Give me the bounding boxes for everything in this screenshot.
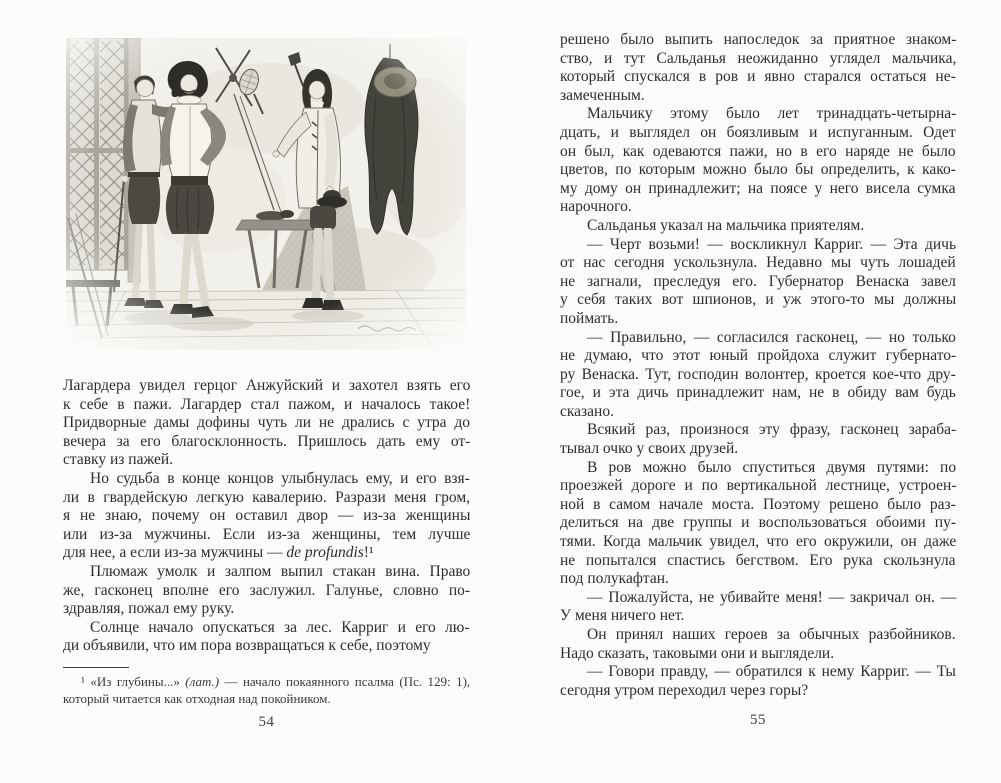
text-line: дцать, и выглядел он боязливым и испуганным. Одет — [560, 123, 956, 141]
text-line: для нее, а если из-за мужчины — de profundis!¹ — [63, 544, 374, 562]
text-line: вечера за его благосклонность. Пришлось дать ему от- — [63, 432, 471, 450]
book-illustration — [66, 38, 466, 350]
text-line: — Черт возьми! — воскликнул Карриг. — Эта дичь — [587, 235, 957, 253]
text-line: не думаю, что этот юный пройдоха служит губернато- — [560, 347, 957, 365]
text-line: не попытался спастись бегством. Его рука скользнула — [560, 551, 956, 569]
text-line: поймать. — [560, 309, 619, 327]
footnote-rule — [63, 667, 129, 668]
page-number-right: 55 — [750, 712, 766, 728]
text-line: который читается как отходная над покойником. — [63, 690, 331, 706]
text-line: здравляя, пожал ему руку. — [63, 600, 235, 618]
text-line: у себя таких вот шпионов, и уж этого-то мы должны — [560, 291, 957, 309]
text-line: решено было выпить напоследок за приятное знаком- — [560, 31, 957, 48]
text-line: к себе в пажи. Лагардер стал пажом, и началось такое! — [63, 395, 471, 413]
text-line: или из-за мужчины. Если из-за женщины, тем лучше — [63, 525, 471, 543]
text-line: гое, и эта дичь принадлежит нам, не в обиду вам будь — [560, 384, 956, 402]
text-line: ставку из пажей. — [63, 451, 173, 469]
text-line: — Правильно, — согласился гасконец, — но только — [587, 328, 956, 346]
text-line: В ров можно было спуститься двумя путями: по — [587, 458, 957, 476]
text-line: ной в самом начале моста. Поэтому решено было раз- — [560, 495, 956, 513]
text-line: проезжей дороге и по вертикальной лестнице, устроен- — [560, 477, 957, 495]
right-page-text — [560, 31, 956, 700]
text-line: цветов, по которым можно было бы определить, к како- — [560, 161, 956, 179]
text-line: Плюмаж умолк и залпом выпил стакан вина. Право — [90, 562, 471, 580]
text-line: Но судьба в конце концов улыбнулась ему, и его взя- — [90, 469, 470, 487]
text-line: сказано. — [560, 402, 614, 420]
text-line: Солнце начало опускаться за лес. Карриг и его лю- — [90, 618, 470, 636]
text-line: Он принял наших героев за обычных разбойников. — [587, 626, 956, 643]
text-line: не загнали, преследуя его. Губернатор Венаска завел — [560, 272, 956, 290]
page-number-left: 54 — [258, 714, 275, 730]
text-line: замеченным. — [560, 86, 645, 104]
text-line: ли в гвардейскую легкую кавалерию. Разрази меня гром, — [63, 488, 471, 506]
text-line: — Пожалуйста, не убивайте меня! — закричал он. — — [587, 588, 957, 606]
text-line: тывал очко у своих друзей. — [560, 440, 739, 458]
text-line: я не знаю, почему он оставил двор — из-за женщины — [63, 507, 471, 525]
text-line: сегодня утром переходил через горы? — [560, 681, 809, 699]
text-line: Всякий раз, произнося эту фразу, гасконец зараба- — [587, 421, 957, 439]
text-line: под полукафтан. — [560, 570, 669, 588]
text-line: тями. Когда мальчик увидел, что его окружили, он даже — [560, 533, 957, 551]
text-line: Мальчику этому было лет тринадцать-четырна- — [587, 105, 957, 123]
text-line: Сальданья указал на мальчика приятелям. — [587, 216, 865, 234]
text-line: который спускался в ров и явно старался остаться не- — [560, 68, 956, 86]
text-line: У меня ничего нет. — [560, 607, 685, 625]
text-line: — Говори правду, — обратился к нему Карриг. — Ты — [587, 663, 956, 681]
text-line: му дому он принадлежит; на поясе у него висела сумка — [560, 179, 956, 197]
text-line: от нас сегодня ускользнула. Недавно мы чуть лошадей — [560, 254, 956, 272]
text-line: он был, как одеваются пажи, но в его наряде не было — [560, 142, 956, 160]
text-line: Придворные дамы дофины чуть ли не дрались с утра до — [63, 414, 471, 432]
left-page-text — [63, 377, 470, 656]
text-line: ¹ «Из глубины...» (лат.) — начало покаянного псалма (Пс. 129: 1), — [81, 674, 471, 689]
text-line: ди объявили, что им пора возвращаться к себе, поэтому — [63, 637, 431, 655]
text-line: ру Венаска. Тут, господин волонтер, кроется кое-что дру- — [560, 365, 956, 383]
text-line: же, гасконец вполне его заслужил. Галунье, словно по- — [63, 581, 471, 599]
text-line: Лагардера увидел герцог Анжуйский и захотел взять его — [63, 377, 471, 394]
text-line: ство, и тут Сальданья неожиданно углядел мальчика, — [560, 49, 957, 67]
text-line: делиться на две группы и воспользоваться обоими пу- — [560, 514, 956, 532]
text-line: нарочного. — [560, 198, 632, 216]
footnote-text — [63, 674, 470, 707]
text-line: Надо сказать, таковыми они и выглядели. — [560, 644, 835, 662]
